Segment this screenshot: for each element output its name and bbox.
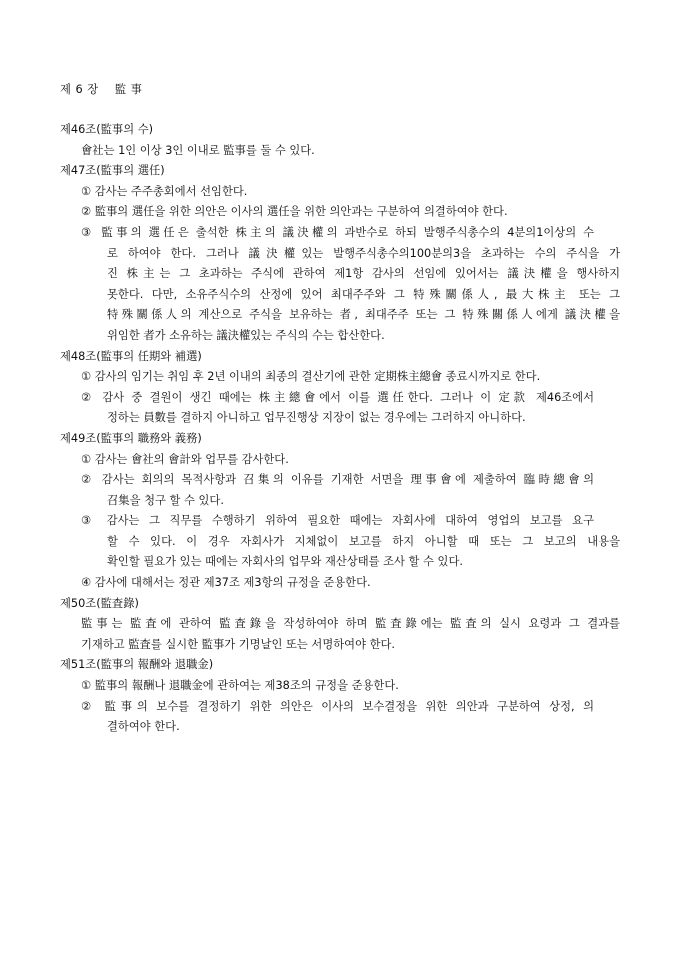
line-text: 제46조(監事의 수)	[60, 123, 154, 136]
clause-continuation	[60, 491, 620, 512]
line-text: 결하여야 한다.	[107, 720, 180, 734]
line-text: 제49조(監事의 職務와 義務)	[60, 431, 202, 445]
article-heading	[60, 655, 620, 676]
clause-continuation	[60, 326, 620, 347]
line-text: ② 監事의 보수를 결정하기 위한 의안은 이사의 보수결정을 위한 의안과 구분하여 상정, 의	[81, 699, 594, 713]
clause-continuation	[60, 285, 620, 306]
article-heading	[60, 429, 620, 450]
article-heading	[60, 347, 620, 368]
line-text: 제50조(監査錄)	[60, 596, 139, 610]
line-text: 로 하여야 한다. 그러나 議決權있는 발행주식총수의100분의3을 초과하는 수의 주식을 가	[107, 246, 620, 260]
clause-item	[60, 511, 620, 532]
clause-item	[60, 182, 620, 203]
clause-item	[60, 470, 620, 491]
line-text: 못한다. 다만, 소유주식수의 산정에 있어 최대주주와 그 特殊關係人, 最大株主 또는 그	[107, 287, 620, 301]
line-text: ② 감사 중 결원이 생긴 때에는 株主總會에서 이를 選任한다. 그러나 이 定款 제46조에서	[81, 390, 594, 404]
clause-item	[60, 223, 620, 244]
clause-item	[60, 573, 620, 594]
article-heading	[60, 161, 620, 182]
clause-item	[60, 202, 620, 223]
clause-item	[60, 697, 620, 718]
line-text: ① 監事의 報酬나 退職金에 관하여는 제38조의 규정을 준용한다.	[81, 679, 399, 693]
line-text: 확인할 필요가 있는 때에는 자회사의 업무와 재산상태를 조사 할 수 있다.	[107, 555, 463, 569]
line-text: ① 감사는 주주총회에서 선임한다.	[81, 184, 248, 198]
line-text: 特殊關係人의 계산으로 주식을 보유하는 者, 최대주주 또는 그 特殊關係人에게 議決權을	[107, 308, 620, 322]
clause-item	[60, 635, 620, 656]
clause-continuation	[60, 408, 620, 429]
article-heading	[60, 120, 620, 141]
line-text: 召集을 청구 할 수 있다.	[107, 493, 224, 507]
line-text: ① 감사의 임기는 취임 후 2년 이내의 최종의 결산기에 관한 定期株主總會 종료시까지로 한다.	[81, 370, 541, 384]
chapter-title: 監 事	[114, 83, 143, 96]
clause-item	[60, 367, 620, 388]
line-text: 제47조(監事의 選任)	[60, 164, 165, 178]
clause-continuation	[60, 244, 620, 265]
line-text: 할 수 있다. 이 경우 자회사가 지체없이 보고를 하지 아니할 때 또는 그 보고의 내용을	[107, 534, 620, 548]
line-text: ② 監事의 選任을 위한 의안은 이사의 選任을 위한 의안과는 구분하여 의결하여야 한다.	[81, 205, 508, 219]
line-text: ④ 감사에 대해서는 정관 제37조 제3항의 규정을 준용한다.	[81, 576, 371, 590]
clause-continuation	[60, 552, 620, 573]
line-text: 監事는 監査에 관하여 監査錄을 작성하여야 하며 監査錄에는 監査의 실시 요령과 그 결과를	[81, 617, 620, 631]
line-text: 제48조(監事의 任期와 補選)	[60, 349, 202, 363]
line-text: 기재하고 監査를 실시한 監事가 기명날인 또는 서명하여야 한다.	[81, 637, 395, 651]
chapter-body	[60, 120, 620, 738]
line-text: 會社는 1인 이상 3인 이내로 監事를 둘 수 있다.	[81, 143, 315, 157]
line-text: 위임한 者가 소유하는 議決權있는 주식의 수는 합산한다.	[107, 328, 385, 342]
line-text: ③ 監事의 選任은 출석한 株主의 議決權의 과반수로 하되 발행주식총수의 4분의1이상의 수	[81, 225, 594, 239]
chapter-heading	[60, 81, 142, 97]
clause-continuation	[60, 305, 620, 326]
clause-continuation	[60, 717, 620, 738]
clause-item	[60, 676, 620, 697]
clause-item	[60, 388, 620, 409]
line-text: 제51조(監事의 報酬와 退職金)	[60, 658, 214, 672]
chapter-number: 제 6 장	[60, 83, 99, 96]
article-text	[60, 141, 620, 162]
clause-continuation	[60, 532, 620, 553]
line-text: ③ 감사는 그 직무를 수행하기 위하여 필요한 때에는 자회사에 대하여 영업의 보고를 요구	[81, 514, 594, 528]
article-text	[60, 614, 620, 635]
clause-continuation	[60, 264, 620, 285]
article-heading	[60, 594, 620, 615]
line-text: 진 株主는 그 초과하는 주식에 관하여 제1항 감사의 선임에 있어서는 議決權을 행사하지	[107, 267, 620, 281]
line-text: 정하는 員數를 결하지 아니하고 업무진행상 지장이 없는 경우에는 그러하지 아니하다.	[107, 411, 526, 425]
clause-item	[60, 450, 620, 471]
line-text: ② 감사는 회의의 목적사항과 召集의 이유를 기재한 서면을 理事會에 제출하여 臨時總會의	[81, 473, 594, 487]
line-text: ① 감사는 會社의 會計와 업무를 감사한다.	[81, 452, 289, 466]
